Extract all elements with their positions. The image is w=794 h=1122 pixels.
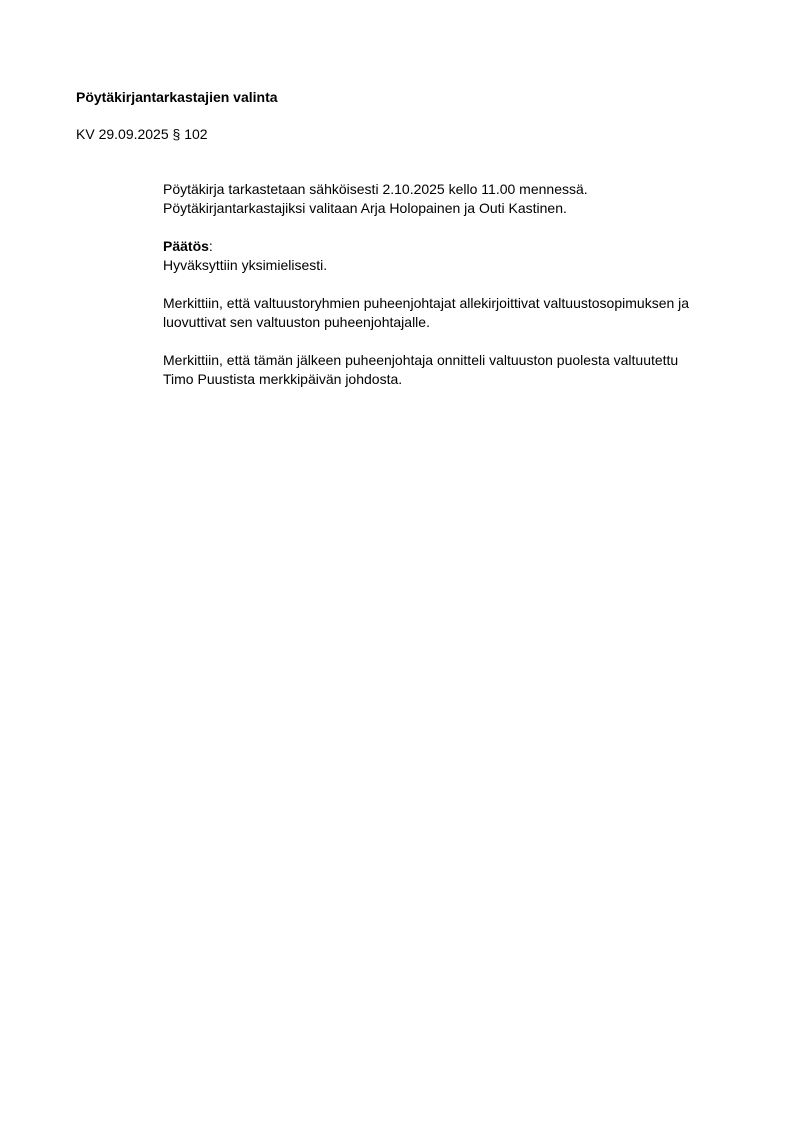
- meeting-reference: KV 29.09.2025 § 102: [76, 126, 208, 142]
- note-1-line-2: luovuttivat sen valtuuston puheenjohtajalle.: [163, 314, 430, 330]
- note-1-line-1: Merkittiin, että valtuustoryhmien puheenjohtajat allekirjoittivat valtuustosopimuksen ja: [163, 295, 690, 311]
- note-2-line-1: Merkittiin, että tämän jälkeen puheenjohtaja onnitteli valtuuston puolesta valtuutettu: [163, 352, 679, 368]
- section-title: Pöytäkirjantarkastajien valinta: [76, 89, 278, 105]
- note-2-line-2: Timo Puustista merkkipäivän johdosta.: [163, 371, 403, 387]
- spacer: [163, 332, 723, 351]
- decision-text: Hyväksyttiin yksimielisesti.: [163, 257, 328, 273]
- decision-heading: [163, 237, 723, 256]
- proposal-line-2: Pöytäkirjantarkastajiksi valitaan Arja Holopainen ja Outi Kastinen.: [163, 200, 567, 216]
- proposal-line-1: Pöytäkirja tarkastetaan sähköisesti 2.10.2025 kello 11.00 mennessä.: [163, 181, 588, 197]
- spacer: [163, 275, 723, 294]
- decision-colon: :: [208, 238, 213, 254]
- decision-label: Päätös: [163, 238, 209, 254]
- section-body: [163, 180, 723, 389]
- spacer: [163, 218, 723, 237]
